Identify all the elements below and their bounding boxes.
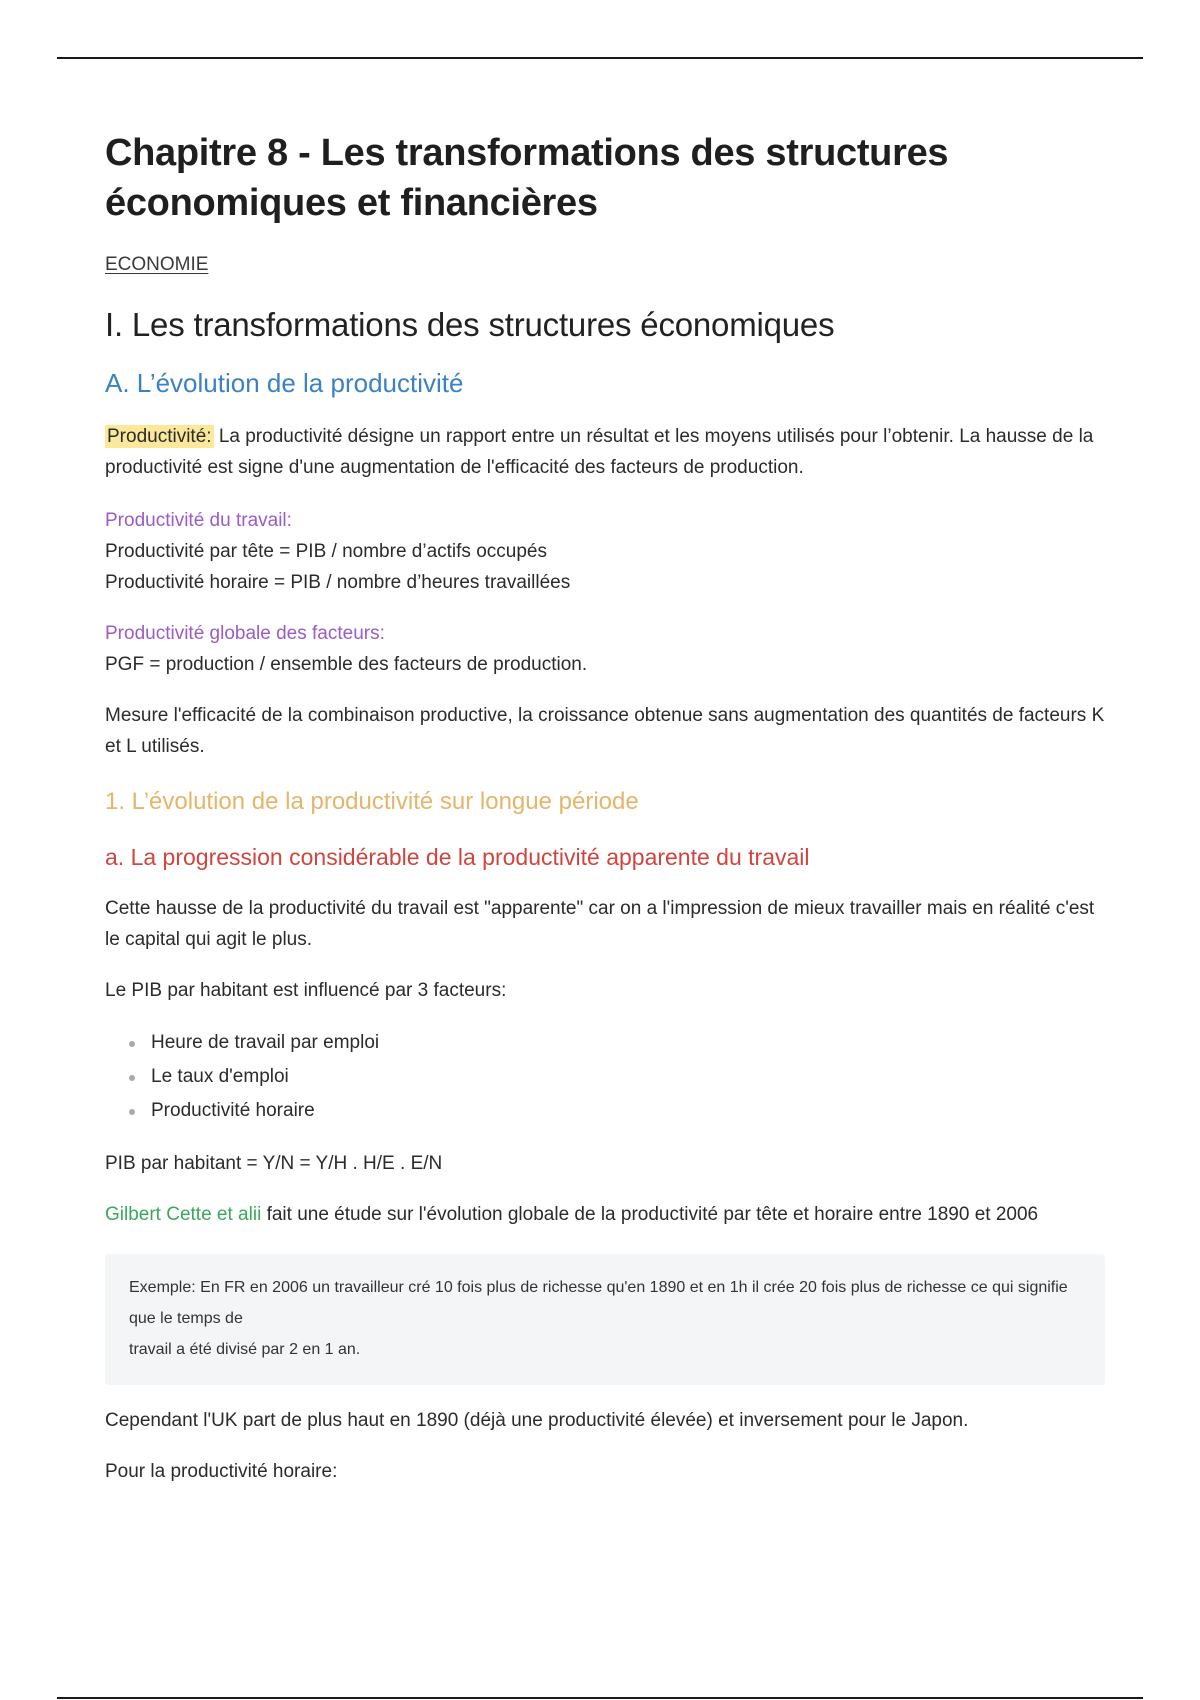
document-page [105,128,1105,1487]
cette-paragraph [105,1199,1105,1230]
example-line-2: travail a été divisé par 2 en 1 an. [129,1341,361,1358]
example-line-1: Exemple: En FR en 2006 un travailleur cré 10 fois plus de richesse qu'en 1890 et en 1h il crée 20 fois plus de richesse ce qui signifie que le temps de [129,1279,1068,1327]
factors-intro: Le PIB par habitant est influencé par 3 facteurs: [105,980,507,1001]
travail-line-tete: Productivité par tête = PIB / nombre d’actifs occupés [105,541,547,562]
subsection-heading-a: A. L’évolution de la productivité [105,368,464,398]
definition-term-highlight: Productivité: [107,426,212,447]
subheading-1: 1. L’évolution de la productivité sur longue période [105,788,639,815]
travail-line-horaire: Productivité horaire = PIB / nombre d’heures travaillées [105,572,571,593]
travail-heading: Productivité du travail: [105,510,292,531]
example-callout [105,1254,1105,1385]
subheading-a: a. La progression considérable de la productivité apparente du travail [105,844,810,870]
apparente-paragraph: Cette hausse de la productivité du travail est "apparente" car on a l'impression de mieux travailler mais en réalité c'est le capital qui agit le plus. [105,898,1095,950]
pgf-line: PGF = production / ensemble des facteurs de production. [105,654,588,675]
list-item: Heure de travail par emploi [151,1026,1105,1060]
author-name: Gilbert Cette et alii [105,1204,262,1225]
definition-paragraph [105,421,1105,483]
list-item: Productivité horaire [151,1094,1105,1128]
mesure-paragraph: Mesure l'efficacité de la combinaison productive, la croissance obtenue sans augmentation des quantités de facteurs K et L utilisés. [105,705,1105,757]
formula-line: PIB par habitant = Y/N = Y/H . H/E . E/N [105,1153,443,1174]
pgf-heading: Productivité globale des facteurs: [105,623,385,644]
definition-text: La productivité désigne un rapport entre un résultat et les moyens utilisés pour l’obtenir. La hausse de la productivité est signe d'une augmentation de l'efficacité des facteurs de production. [105,426,1094,478]
list-item: Le taux d'emploi [151,1060,1105,1094]
cette-text: fait une étude sur l'évolution globale de la productivité par tête et horaire entre 1890 et 2006 [261,1204,1039,1225]
page-title: Chapitre 8 - Les transformations des structures économiques et financières [105,132,949,224]
horaire-paragraph: Pour la productivité horaire: [105,1461,338,1482]
section-heading-1: I. Les transformations des structures économiques [105,306,835,343]
bottom-rule [57,1697,1143,1699]
factors-list [105,1026,1105,1128]
category-tag[interactable]: ECONOMIE [105,254,209,275]
top-rule [57,57,1143,59]
uk-paragraph: Cependant l'UK part de plus haut en 1890 (déjà une productivité élevée) et inversement pour le Japon. [105,1410,969,1431]
